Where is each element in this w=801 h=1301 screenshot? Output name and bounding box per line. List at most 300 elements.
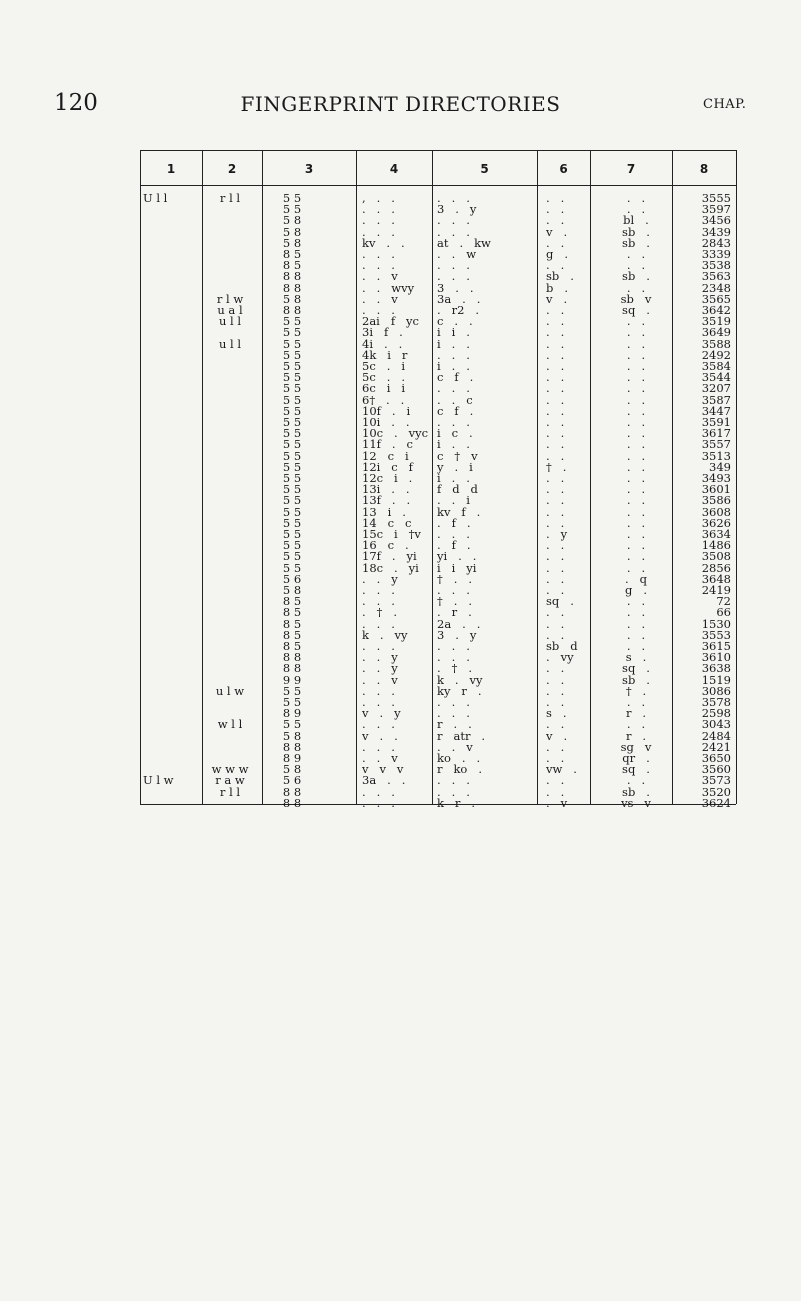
chapter-abbrev: CHAP.: [703, 97, 747, 112]
col5-cell: . . w: [437, 247, 477, 261]
col7-cell: . .: [626, 381, 646, 396]
col5-cell: 3 . .: [437, 280, 474, 295]
col7-cell: sq .: [622, 661, 650, 676]
col2-cell: r l w: [216, 291, 244, 306]
col6-cell: . .: [546, 695, 565, 709]
col6-cell: . .: [546, 202, 565, 217]
col6-cell: . .: [546, 392, 565, 407]
col5-cell: . . .: [437, 415, 470, 429]
col5-cell: . . .: [437, 347, 470, 362]
col6-cell: s .: [546, 706, 567, 721]
col8-cell: 3597: [701, 202, 731, 217]
column-rule: [202, 150, 203, 804]
col7-cell: . .: [626, 504, 646, 519]
col4-cell: . . .: [362, 247, 395, 261]
col5-cell: . . .: [437, 269, 470, 284]
col8-cell: 3608: [701, 504, 731, 519]
col7-cell: . .: [626, 370, 646, 385]
col5-cell: yi . .: [437, 549, 477, 564]
col7-cell: † .: [625, 683, 647, 698]
col3-cell: 8 9: [282, 751, 302, 765]
col4-cell: 12c i .: [362, 471, 413, 485]
col8-cell: 3544: [701, 370, 731, 385]
col3-cell: 8 8: [282, 303, 302, 317]
col7-cell: . .: [626, 202, 646, 217]
col6-cell: sb .: [546, 269, 574, 284]
col3-cell: 5 5: [282, 314, 302, 329]
col7-cell: r .: [625, 706, 647, 721]
col6-cell: . .: [546, 560, 565, 575]
col7-cell: sb v: [620, 291, 652, 306]
col5-cell: . . v: [437, 739, 473, 754]
col4-cell: , . .: [362, 191, 395, 205]
col3-cell: 5 5: [282, 426, 302, 441]
col8-cell: 3638: [701, 661, 731, 676]
col7-cell: . .: [626, 605, 646, 620]
col8-cell: 2598: [701, 706, 731, 721]
col4-cell: . . .: [362, 795, 395, 810]
col8-cell: 1486: [701, 538, 731, 553]
col6-cell: . .: [546, 437, 565, 452]
col3-cell: 8 8: [282, 269, 302, 284]
col7-cell: . .: [626, 415, 646, 429]
col5-cell: i i yi: [437, 560, 477, 575]
col6-cell: . .: [546, 235, 565, 250]
col3-cell: 5 5: [282, 683, 302, 698]
col5-cell: i . .: [437, 336, 470, 351]
col8-cell: 3493: [701, 471, 731, 485]
col7-cell: vs v: [621, 795, 651, 810]
col6-cell: b .: [546, 280, 568, 295]
col6-cell: . .: [546, 314, 565, 329]
col5-cell: . . .: [437, 224, 470, 239]
col6-cell: . .: [546, 627, 565, 642]
col6-cell: . .: [546, 336, 565, 351]
col7-cell: sb .: [622, 269, 650, 284]
col7-cell: . .: [626, 493, 646, 508]
col8-cell: 3634: [701, 527, 731, 541]
column-rule: [356, 150, 357, 804]
col5-cell: . . .: [437, 784, 470, 799]
col6-cell: . .: [546, 739, 565, 754]
col8-cell: 66: [716, 605, 731, 620]
col7-cell: . .: [626, 482, 646, 497]
column-header-1: 1: [166, 162, 176, 176]
col8-cell: 3538: [701, 258, 731, 273]
column-rule: [140, 150, 141, 804]
col8-cell: 3086: [701, 683, 731, 698]
col5-cell: . . .: [437, 258, 470, 273]
col2-cell: w w w: [211, 762, 249, 777]
col8-cell: 3587: [701, 392, 731, 407]
col8-cell: 3650: [701, 751, 731, 765]
col7-cell: . .: [626, 459, 646, 474]
column-header-6: 6: [559, 162, 568, 176]
col7-cell: . .: [626, 258, 646, 273]
col8-cell: 3557: [701, 437, 731, 452]
col5-cell: . . .: [437, 191, 470, 205]
col3-cell: 8 8: [282, 280, 302, 295]
col6-cell: . .: [546, 683, 565, 698]
col3-cell: 5 5: [282, 392, 302, 407]
col3-cell: 5 5: [282, 448, 302, 463]
col7-cell: . .: [626, 448, 646, 463]
col5-cell: k . vy: [437, 672, 483, 687]
col3-cell: 8 5: [282, 627, 302, 642]
col4-cell: . . .: [362, 616, 395, 631]
col2-cell: u l w: [215, 683, 245, 698]
col6-cell: . .: [546, 504, 565, 519]
col5-cell: . . .: [437, 381, 470, 396]
col2-cell: r a w: [215, 773, 245, 788]
col8-cell: 2419: [701, 583, 731, 597]
col4-cell: . . y: [362, 650, 398, 665]
col8-cell: 3439: [701, 224, 731, 239]
col6-cell: . .: [546, 773, 565, 788]
col3-cell: 5 5: [282, 527, 302, 541]
col6-cell: . .: [546, 616, 565, 631]
col7-cell: . .: [626, 437, 646, 452]
col4-cell: 13 i .: [362, 504, 406, 519]
col7-cell: sb .: [622, 672, 650, 687]
col6-cell: . .: [546, 448, 565, 463]
col5-cell: f d d: [437, 482, 478, 497]
col7-cell: . q: [625, 571, 647, 586]
col8-cell: 3456: [701, 213, 731, 228]
col4-cell: 11f . c: [362, 437, 413, 452]
col5-cell: r atr .: [437, 728, 486, 743]
col3-cell: 5 8: [282, 224, 302, 239]
col8-cell: 3648: [701, 571, 731, 586]
col4-cell: . . y: [362, 571, 398, 586]
col8-cell: 1530: [701, 616, 731, 631]
col6-cell: . .: [546, 471, 565, 485]
col4-cell: v v v: [362, 762, 404, 777]
col4-cell: . . .: [362, 303, 395, 317]
col5-cell: . . c: [437, 392, 473, 407]
col4-cell: . . v: [362, 672, 398, 687]
col5-cell: . f .: [437, 515, 471, 530]
col6-cell: . .: [546, 515, 565, 530]
col8-cell: 3519: [701, 314, 731, 329]
col7-cell: sq .: [622, 762, 650, 777]
col7-cell: . .: [626, 627, 646, 642]
column-header-8: 8: [699, 162, 709, 176]
col8-cell: 3508: [701, 549, 731, 564]
col8-cell: 2843: [701, 235, 731, 250]
col6-cell: . vy: [546, 650, 574, 665]
col6-cell: . .: [546, 661, 565, 676]
col3-cell: 8 9: [282, 706, 302, 721]
col8-cell: 2421: [701, 739, 731, 754]
col5-cell: i c .: [437, 426, 473, 441]
col8-cell: 3624: [701, 795, 731, 810]
col4-cell: 17f . yi: [362, 549, 417, 564]
column-header-5: 5: [480, 162, 489, 176]
col6-cell: . .: [546, 538, 565, 553]
col4-cell: 13i . .: [362, 482, 410, 497]
col4-cell: . † .: [362, 605, 397, 620]
col3-cell: 5 5: [282, 191, 302, 205]
col6-cell: . .: [546, 549, 565, 564]
col5-cell: . f .: [437, 538, 471, 553]
col3-cell: 5 6: [282, 571, 302, 586]
col3-cell: 5 5: [282, 471, 302, 485]
col8-cell: 3563: [701, 269, 731, 284]
col3-cell: 5 6: [282, 773, 302, 788]
col5-cell: . . .: [437, 583, 470, 597]
col3-cell: 5 5: [282, 325, 302, 340]
col7-cell: sq .: [622, 303, 650, 317]
col4-cell: 3a . .: [362, 773, 406, 788]
col8-cell: 3513: [701, 448, 731, 463]
col5-cell: . r2 .: [437, 303, 480, 317]
col8-cell: 3565: [701, 291, 731, 306]
col5-cell: . r .: [437, 605, 472, 620]
col4-cell: 15c i †v: [362, 527, 421, 541]
column-rule: [672, 150, 673, 804]
column-rule: [537, 150, 538, 804]
col8-cell: 3601: [701, 482, 731, 497]
col6-cell: . .: [546, 751, 565, 765]
col8-cell: 2492: [701, 347, 731, 362]
col8-cell: 3520: [701, 784, 731, 799]
col8-cell: 3588: [701, 336, 731, 351]
col7-cell: sg v: [620, 739, 652, 754]
col6-cell: . .: [546, 482, 565, 497]
col3-cell: 5 5: [282, 437, 302, 452]
col3-cell: 5 5: [282, 381, 302, 396]
col3-cell: 5 5: [282, 515, 302, 530]
col8-cell: 3584: [701, 359, 731, 373]
col4-cell: . . .: [362, 594, 395, 609]
col4-cell: 4k i r: [362, 347, 408, 362]
col7-cell: . .: [626, 403, 646, 418]
col3-cell: 5 8: [282, 728, 302, 743]
col6-cell: . .: [546, 717, 565, 732]
col2-cell: u l l: [218, 336, 242, 351]
col8-cell: 3586: [701, 493, 731, 508]
col4-cell: . . .: [362, 583, 395, 597]
col3-cell: 8 8: [282, 661, 302, 676]
col5-cell: kv f .: [437, 504, 481, 519]
col7-cell: . .: [626, 773, 646, 788]
col6-cell: † .: [546, 459, 567, 474]
col5-cell: ky r .: [437, 683, 482, 698]
col8-cell: 3649: [701, 325, 731, 340]
col6-cell: . .: [546, 571, 565, 586]
col4-cell: k . vy: [362, 627, 408, 642]
col6-cell: sb d: [546, 639, 578, 653]
col3-cell: 5 5: [282, 403, 302, 418]
col6-cell: g .: [546, 247, 568, 261]
col4-cell: 12 c i: [362, 448, 409, 463]
col8-cell: 3560: [701, 762, 731, 777]
col8-cell: 1519: [701, 672, 731, 687]
col3-cell: 5 5: [282, 717, 302, 732]
col5-cell: k r .: [437, 795, 476, 810]
col3-cell: 5 5: [282, 370, 302, 385]
column-rule: [590, 150, 591, 804]
col3-cell: 8 5: [282, 258, 302, 273]
col5-cell: 3a . .: [437, 291, 481, 306]
col5-cell: i i .: [437, 325, 470, 340]
col6-cell: . .: [546, 347, 565, 362]
col5-cell: 3 . y: [437, 627, 477, 642]
col8-cell: 2348: [701, 280, 731, 295]
col6-cell: sq .: [546, 594, 574, 609]
col3-cell: 5 8: [282, 291, 302, 306]
col7-cell: . .: [626, 426, 646, 441]
col3-cell: 8 5: [282, 605, 302, 620]
col3-cell: 5 5: [282, 538, 302, 553]
col4-cell: . . .: [362, 639, 395, 653]
col5-cell: † . .: [437, 594, 472, 609]
column-header-3: 3: [304, 162, 314, 176]
col2-cell: r l l: [219, 191, 241, 205]
col5-cell: i . .: [437, 471, 470, 485]
col5-cell: c † v: [437, 448, 478, 463]
col5-cell: . . .: [437, 527, 470, 541]
col6-cell: . .: [546, 415, 565, 429]
col4-cell: 4i . .: [362, 336, 403, 351]
col3-cell: 8 5: [282, 594, 302, 609]
col6-cell: v .: [546, 224, 568, 239]
col5-cell: c f .: [437, 370, 474, 385]
col4-cell: . . .: [362, 202, 395, 217]
col4-cell: . . y: [362, 661, 398, 676]
col5-cell: r . .: [437, 717, 472, 732]
col6-cell: . .: [546, 381, 565, 396]
col7-cell: qr .: [622, 751, 650, 765]
col7-cell: . .: [626, 392, 646, 407]
col3-cell: 5 5: [282, 459, 302, 474]
col4-cell: . . v: [362, 291, 398, 306]
col3-cell: 5 5: [282, 493, 302, 508]
col5-cell: r ko .: [437, 762, 482, 777]
col5-cell: at . kw: [437, 235, 491, 250]
col7-cell: . .: [626, 325, 646, 340]
col3-cell: 5 8: [282, 213, 302, 228]
col7-cell: . .: [626, 527, 646, 541]
col4-cell: 10i . .: [362, 415, 410, 429]
col6-cell: . .: [546, 784, 565, 799]
col8-cell: 3553: [701, 627, 731, 642]
col5-cell: . . i: [437, 493, 470, 508]
col4-cell: . . .: [362, 683, 395, 698]
col3-cell: 5 8: [282, 583, 302, 597]
col4-cell: . . .: [362, 739, 395, 754]
col4-cell: . . .: [362, 213, 395, 228]
col8-cell: 2856: [701, 560, 731, 575]
col4-cell: 2ai f yc: [362, 314, 419, 329]
col7-cell: . .: [626, 594, 646, 609]
col4-cell: 6c i i: [362, 381, 406, 396]
col3-cell: 5 5: [282, 415, 302, 429]
col2-cell: r l l: [219, 784, 241, 799]
col2-cell: w l l: [217, 717, 243, 732]
col7-cell: . .: [626, 247, 646, 261]
col2-cell: u a l: [217, 303, 243, 317]
col4-cell: . . v: [362, 751, 398, 765]
col7-cell: bl .: [623, 213, 649, 228]
col7-cell: . .: [626, 616, 646, 631]
col7-cell: . .: [626, 717, 646, 732]
col3-cell: 5 5: [282, 549, 302, 564]
col8-cell: 3578: [701, 695, 731, 709]
col4-cell: 5c . i: [362, 359, 406, 373]
col7-cell: r .: [625, 728, 647, 743]
col4-cell: v . .: [362, 728, 398, 743]
col7-cell: s .: [625, 650, 647, 665]
col4-cell: 13f . .: [362, 493, 411, 508]
page-number: 120: [54, 90, 98, 116]
col5-cell: . . .: [437, 213, 470, 228]
col6-cell: . .: [546, 258, 565, 273]
col8-cell: 3043: [701, 717, 731, 732]
col7-cell: g .: [625, 583, 647, 597]
col7-cell: . .: [626, 549, 646, 564]
col5-cell: . . .: [437, 695, 470, 709]
col4-cell: . . .: [362, 224, 395, 239]
col7-cell: . .: [626, 280, 646, 295]
col1-cell: U l w: [143, 773, 174, 788]
col4-cell: 12i c f: [362, 459, 413, 474]
col7-cell: . .: [626, 471, 646, 485]
col6-cell: . .: [546, 370, 565, 385]
col5-cell: ko . .: [437, 751, 481, 765]
col3-cell: 8 8: [282, 650, 302, 665]
col3-cell: 8 8: [282, 739, 302, 754]
col6-cell: vw .: [546, 762, 577, 777]
col7-cell: sb .: [622, 784, 650, 799]
col5-cell: . . .: [437, 639, 470, 653]
col3-cell: 8 8: [282, 784, 302, 799]
col5-cell: i . .: [437, 437, 470, 452]
col6-cell: . y: [546, 527, 568, 541]
col6-cell: . .: [546, 303, 565, 317]
col8-cell: 72: [716, 594, 731, 609]
col8-cell: 3591: [701, 415, 731, 429]
col6-cell: . .: [546, 583, 565, 597]
col3-cell: 5 5: [282, 202, 302, 217]
col6-cell: . .: [546, 605, 565, 620]
col5-cell: 2a . .: [437, 616, 481, 631]
col6-cell: . .: [546, 359, 565, 373]
col6-cell: . .: [546, 672, 565, 687]
col5-cell: . † .: [437, 661, 472, 676]
col3-cell: 9 9: [282, 672, 302, 687]
col6-cell: . .: [546, 213, 565, 228]
col3-cell: 8 5: [282, 639, 302, 653]
col6-cell: . .: [546, 403, 565, 418]
col4-cell: . . v: [362, 269, 398, 284]
running-title: FINGERPRINT DIRECTORIES: [240, 92, 561, 116]
col7-cell: . .: [626, 191, 646, 205]
col7-cell: . .: [626, 347, 646, 362]
col4-cell: . . wvy: [362, 280, 415, 295]
col8-cell: 3555: [701, 191, 731, 205]
col1-cell: U l l: [143, 191, 168, 205]
col4-cell: 10c . vyc: [362, 426, 429, 441]
col8-cell: 349: [709, 459, 731, 474]
col5-cell: i . .: [437, 359, 470, 373]
col3-cell: 5 5: [282, 347, 302, 362]
col3-cell: 5 5: [282, 359, 302, 373]
col8-cell: 3642: [701, 303, 731, 317]
col8-cell: 3617: [701, 426, 731, 441]
col8-cell: 3207: [701, 381, 731, 396]
